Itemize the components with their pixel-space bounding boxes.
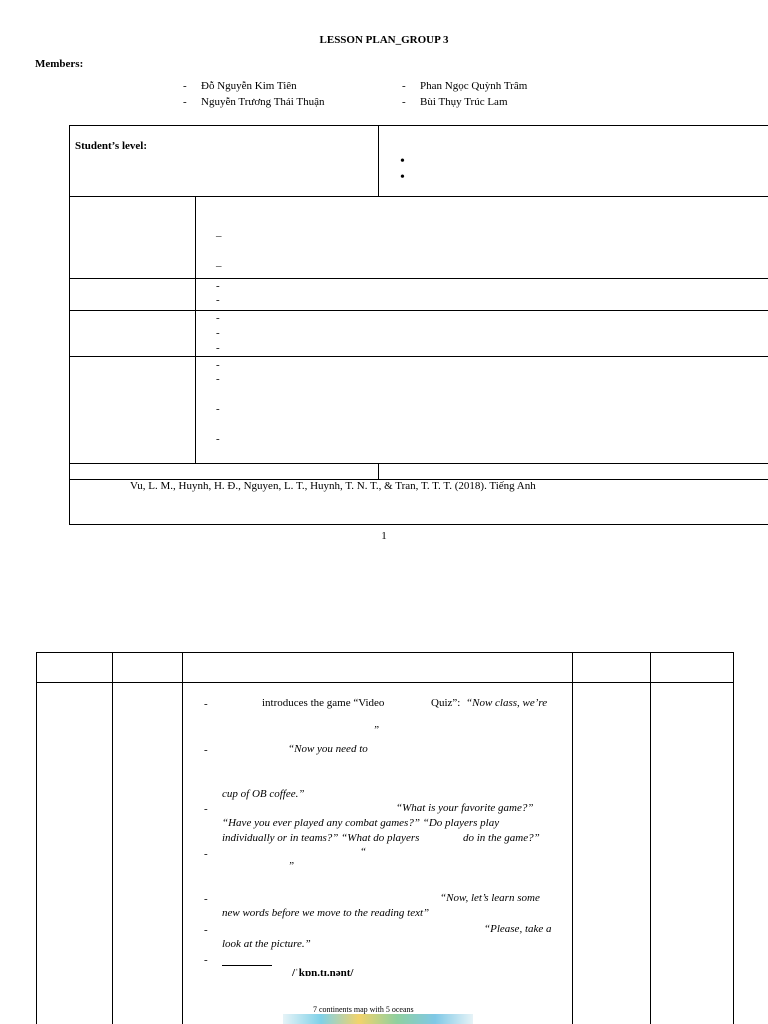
map-title: 7 continents map with 5 oceans <box>313 1005 414 1014</box>
teacher-quote: new words before we move to the reading text” <box>222 907 430 919</box>
procedure-text: Quiz”: <box>431 697 461 709</box>
teacher-quote: individually or in teams?” “What do players <box>222 832 420 844</box>
member-3 <box>402 80 527 92</box>
teacher-quote: “Please, take a <box>484 923 552 935</box>
member-name: Phan Ngọc Quỳnh Trâm <box>420 80 528 92</box>
dash: - <box>204 848 208 860</box>
member-name: Đỗ Nguyễn Kim Tiên <box>201 80 297 92</box>
dash: - <box>216 403 220 415</box>
dash: - <box>183 80 187 92</box>
procedure-text: introduces the game “Video <box>262 697 385 709</box>
dash: - <box>216 327 220 339</box>
dash: - <box>402 80 406 92</box>
teacher-quote: cup of OB coffee.” <box>222 788 305 800</box>
member-1 <box>183 80 297 92</box>
world-map-image <box>283 1014 473 1024</box>
dash: - <box>204 744 208 756</box>
dash: - <box>204 893 208 905</box>
bullet: • <box>400 170 405 185</box>
member-4 <box>402 96 508 108</box>
member-name: Nguyễn Trương Thái Thuận <box>201 96 325 108</box>
long-dash: _ <box>216 256 222 268</box>
teacher-quote: ” <box>288 860 295 872</box>
student-level-label: Student’s level: <box>75 140 148 152</box>
dash: - <box>216 373 220 385</box>
teacher-quote: look at the picture.” <box>222 938 311 950</box>
dash: - <box>216 294 220 306</box>
teacher-quote: “Now you need to <box>288 743 368 755</box>
teacher-quote: do in the game?” <box>463 832 540 844</box>
long-dash: _ <box>216 226 222 238</box>
dash: - <box>204 803 208 815</box>
dash: - <box>204 924 208 936</box>
member-2 <box>183 96 325 108</box>
bullet: • <box>400 154 405 169</box>
dash: - <box>216 312 220 324</box>
teacher-quote: “ <box>360 846 367 858</box>
dash: - <box>216 359 220 371</box>
members-label: Members: <box>35 58 84 70</box>
dash: - <box>204 698 208 710</box>
document-title: LESSON PLAN_GROUP 3 <box>319 34 449 46</box>
dash: - <box>183 96 187 108</box>
page-number: 1 <box>381 530 387 542</box>
reference-citation: Vu, L. M., Huynh, H. Đ., Nguyen, L. T., Huynh, T. N. T., & Tran, T. T. T. (2018). Tiếng Anh <box>130 480 536 492</box>
teacher-quote: “Now, let’s learn some <box>440 892 540 904</box>
dash: - <box>204 954 208 966</box>
pronunciation: /ˈkɒn.tɪ.nənt/ <box>292 967 354 979</box>
teacher-quote: “Now class, we’re <box>466 697 548 709</box>
dash: - <box>216 280 220 292</box>
teacher-quote: “What is your favorite game?” <box>396 802 534 814</box>
dash: - <box>216 342 220 354</box>
dash: - <box>216 433 220 445</box>
blank-line <box>222 965 272 966</box>
teacher-quote: ” <box>373 724 380 736</box>
dash: - <box>402 96 406 108</box>
teacher-quote: “Have you ever played any combat games?” “Do players play <box>222 817 500 829</box>
member-name: Bùi Thụy Trúc Lam <box>420 96 508 108</box>
